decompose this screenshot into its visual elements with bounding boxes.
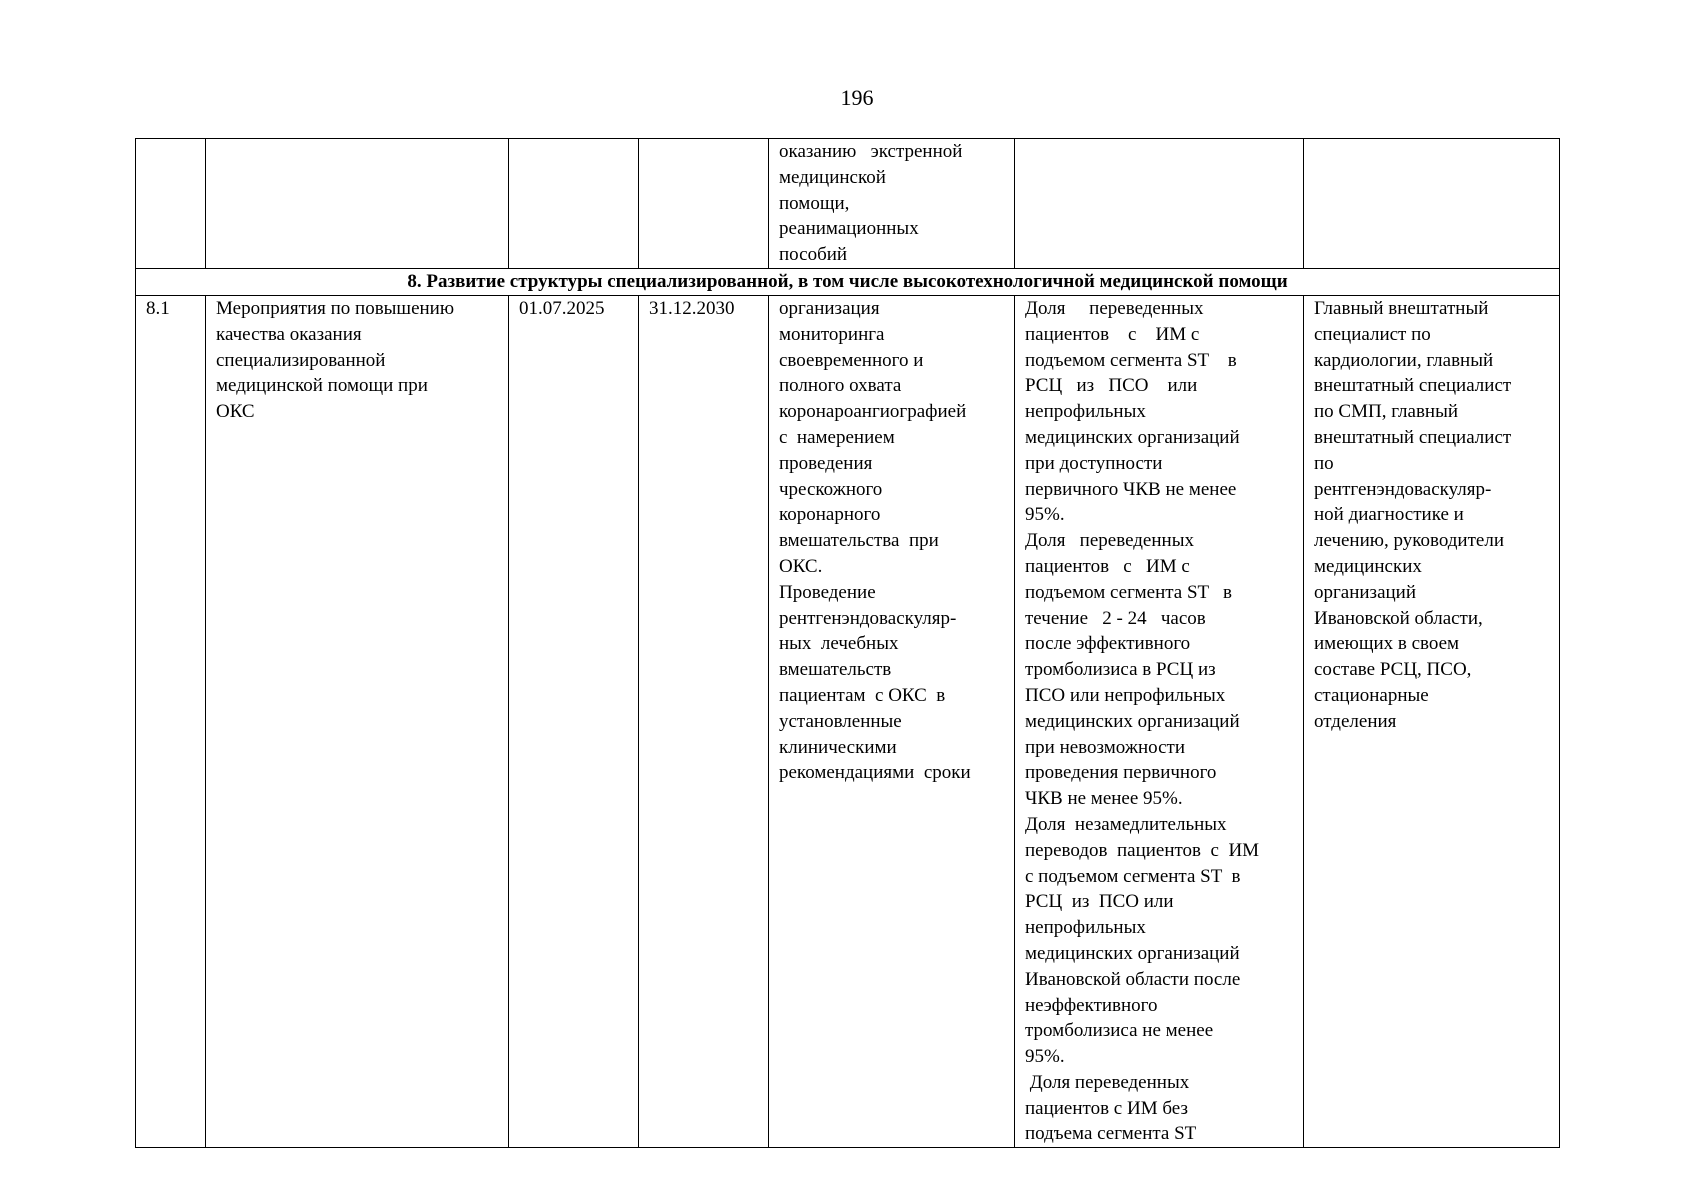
text-line: ЧКВ не менее 95%.	[1025, 788, 1183, 810]
text-line: пособий	[779, 244, 848, 266]
text-line: при доступности	[1025, 452, 1163, 474]
row-measure	[769, 295, 1015, 1147]
text-line: отделения	[1314, 710, 1397, 732]
cell-responsible-empty	[1304, 139, 1560, 269]
row-start-date: 01.07.2025	[509, 295, 639, 1147]
row-indicator-lines	[1025, 296, 1293, 1147]
text-line: Доля переведенных	[1025, 1071, 1190, 1093]
row-end-date: 31.12.2030	[639, 295, 769, 1147]
cell-start-empty	[509, 139, 639, 269]
text-line: ОКС.	[779, 555, 823, 577]
text-line: мониторинга	[779, 323, 885, 345]
text-line: Мероприятия по повышению	[216, 297, 455, 319]
text-line: пациентам с ОКС в	[779, 684, 946, 706]
text-line: специалист по	[1314, 323, 1431, 345]
text-line: рентгенэндоваскуляр-	[779, 607, 957, 629]
text-line: лечению, руководители	[1314, 530, 1504, 552]
continuation-row	[136, 139, 1560, 269]
text-line: стационарные	[1314, 684, 1429, 706]
table-row	[136, 295, 1560, 1147]
text-line: проведения первичного	[1025, 762, 1217, 784]
text-line: медицинских организаций	[1025, 942, 1240, 964]
text-line: полного охвата	[779, 375, 902, 397]
text-line: своевременного и	[779, 349, 924, 371]
text-line: ной диагностике и	[1314, 504, 1464, 526]
cell-measure-continued	[769, 139, 1015, 269]
page-number: 196	[840, 85, 874, 110]
section-header-row	[136, 268, 1560, 295]
text-line: подъема сегмента ST	[1025, 1123, 1197, 1145]
text-line: имеющих в своем	[1314, 633, 1460, 655]
text-line: внештатный специалист	[1314, 375, 1512, 397]
text-line: пациентов с ИМ без	[1025, 1097, 1188, 1119]
text-line: Главный внештатный	[1314, 297, 1489, 319]
cell-number-empty	[136, 139, 206, 269]
text-line: медицинской помощи при	[216, 375, 428, 397]
text-line: тромболизиса не менее	[1025, 1020, 1214, 1042]
text-line: составе РСЦ, ПСО,	[1314, 659, 1472, 681]
text-line: ОКС	[216, 401, 255, 423]
row-responsible-lines	[1314, 296, 1549, 735]
text-line: Доля переведенных	[1025, 297, 1204, 319]
text-line: установленные	[779, 710, 902, 732]
text-line: с намерением	[779, 426, 895, 448]
cell-indicator-empty	[1015, 139, 1304, 269]
cell-name-empty	[206, 139, 509, 269]
row-name-lines	[216, 296, 498, 425]
text-line: пациентов с ИМ с	[1025, 555, 1190, 577]
text-line: подъемом сегмента ST в	[1025, 581, 1233, 603]
text-line: чрескожного	[779, 478, 883, 500]
text-line: вмешательств	[779, 659, 892, 681]
row-indicator	[1015, 295, 1304, 1147]
text-line: первичного ЧКВ не менее	[1025, 478, 1237, 500]
text-line: Доля переведенных	[1025, 530, 1194, 552]
text-line: течение 2 - 24 часов	[1025, 607, 1206, 629]
measure-lines-continued	[779, 139, 1004, 268]
text-line: по	[1314, 452, 1334, 474]
text-line: специализированной	[216, 349, 386, 371]
row-name	[206, 295, 509, 1147]
text-line: РСЦ из ПСО или	[1025, 891, 1174, 913]
text-line: ных лечебных	[779, 633, 899, 655]
text-line: клиническими	[779, 736, 897, 758]
text-line: переводов пациентов с ИМ	[1025, 839, 1260, 861]
text-line: ПСО или непрофильных	[1025, 684, 1226, 706]
row-measure-lines	[779, 296, 1004, 786]
text-line: 95%.	[1025, 1046, 1065, 1068]
text-line: тромболизиса в РСЦ из	[1025, 659, 1216, 681]
text-line: проведения	[779, 452, 873, 474]
text-line: при невозможности	[1025, 736, 1185, 758]
text-line: непрофильных	[1025, 401, 1146, 423]
text-line: качества оказания	[216, 323, 362, 345]
text-line: организаций	[1314, 581, 1417, 603]
text-line: РСЦ из ПСО или	[1025, 375, 1198, 397]
text-line: по СМП, главный	[1314, 401, 1459, 423]
text-line: внештатный специалист	[1314, 426, 1512, 448]
text-line: 95%.	[1025, 504, 1065, 526]
text-line: коронарного	[779, 504, 881, 526]
text-line: после эффективного	[1025, 633, 1191, 655]
row-responsible	[1304, 295, 1560, 1147]
section-header: 8. Развитие структуры специализированной, в том числе высокотехнологичной медицинской помощи	[136, 268, 1560, 295]
cell-end-empty	[639, 139, 769, 269]
text-line: вмешательства при	[779, 530, 939, 552]
text-line: рентгенэндоваскуляр-	[1314, 478, 1492, 500]
text-line: кардиологии, главный	[1314, 349, 1494, 371]
row-number: 8.1	[136, 295, 206, 1147]
text-line: помощи,	[779, 192, 850, 214]
text-line: непрофильных	[1025, 917, 1146, 939]
text-line: реанимационных	[779, 218, 919, 240]
text-line: медицинской	[779, 166, 886, 188]
text-line: неэффективного	[1025, 994, 1158, 1016]
text-line: пациентов с ИМ с	[1025, 323, 1200, 345]
text-line: медицинских	[1314, 555, 1422, 577]
text-line: организация	[779, 297, 880, 319]
text-line: медицинских организаций	[1025, 426, 1240, 448]
text-line: рекомендациями сроки	[779, 762, 971, 784]
text-line: коронароангиографией	[779, 401, 967, 423]
text-line: Ивановской области,	[1314, 607, 1483, 629]
text-line: Ивановской области после	[1025, 968, 1241, 990]
text-line: подъемом сегмента ST в	[1025, 349, 1237, 371]
text-line: оказанию экстренной	[779, 141, 963, 162]
text-line: Доля незамедлительных	[1025, 813, 1227, 835]
text-line: Проведение	[779, 581, 876, 603]
text-line: медицинских организаций	[1025, 710, 1240, 732]
text-line: с подъемом сегмента ST в	[1025, 865, 1241, 887]
plan-table	[135, 138, 1560, 1148]
